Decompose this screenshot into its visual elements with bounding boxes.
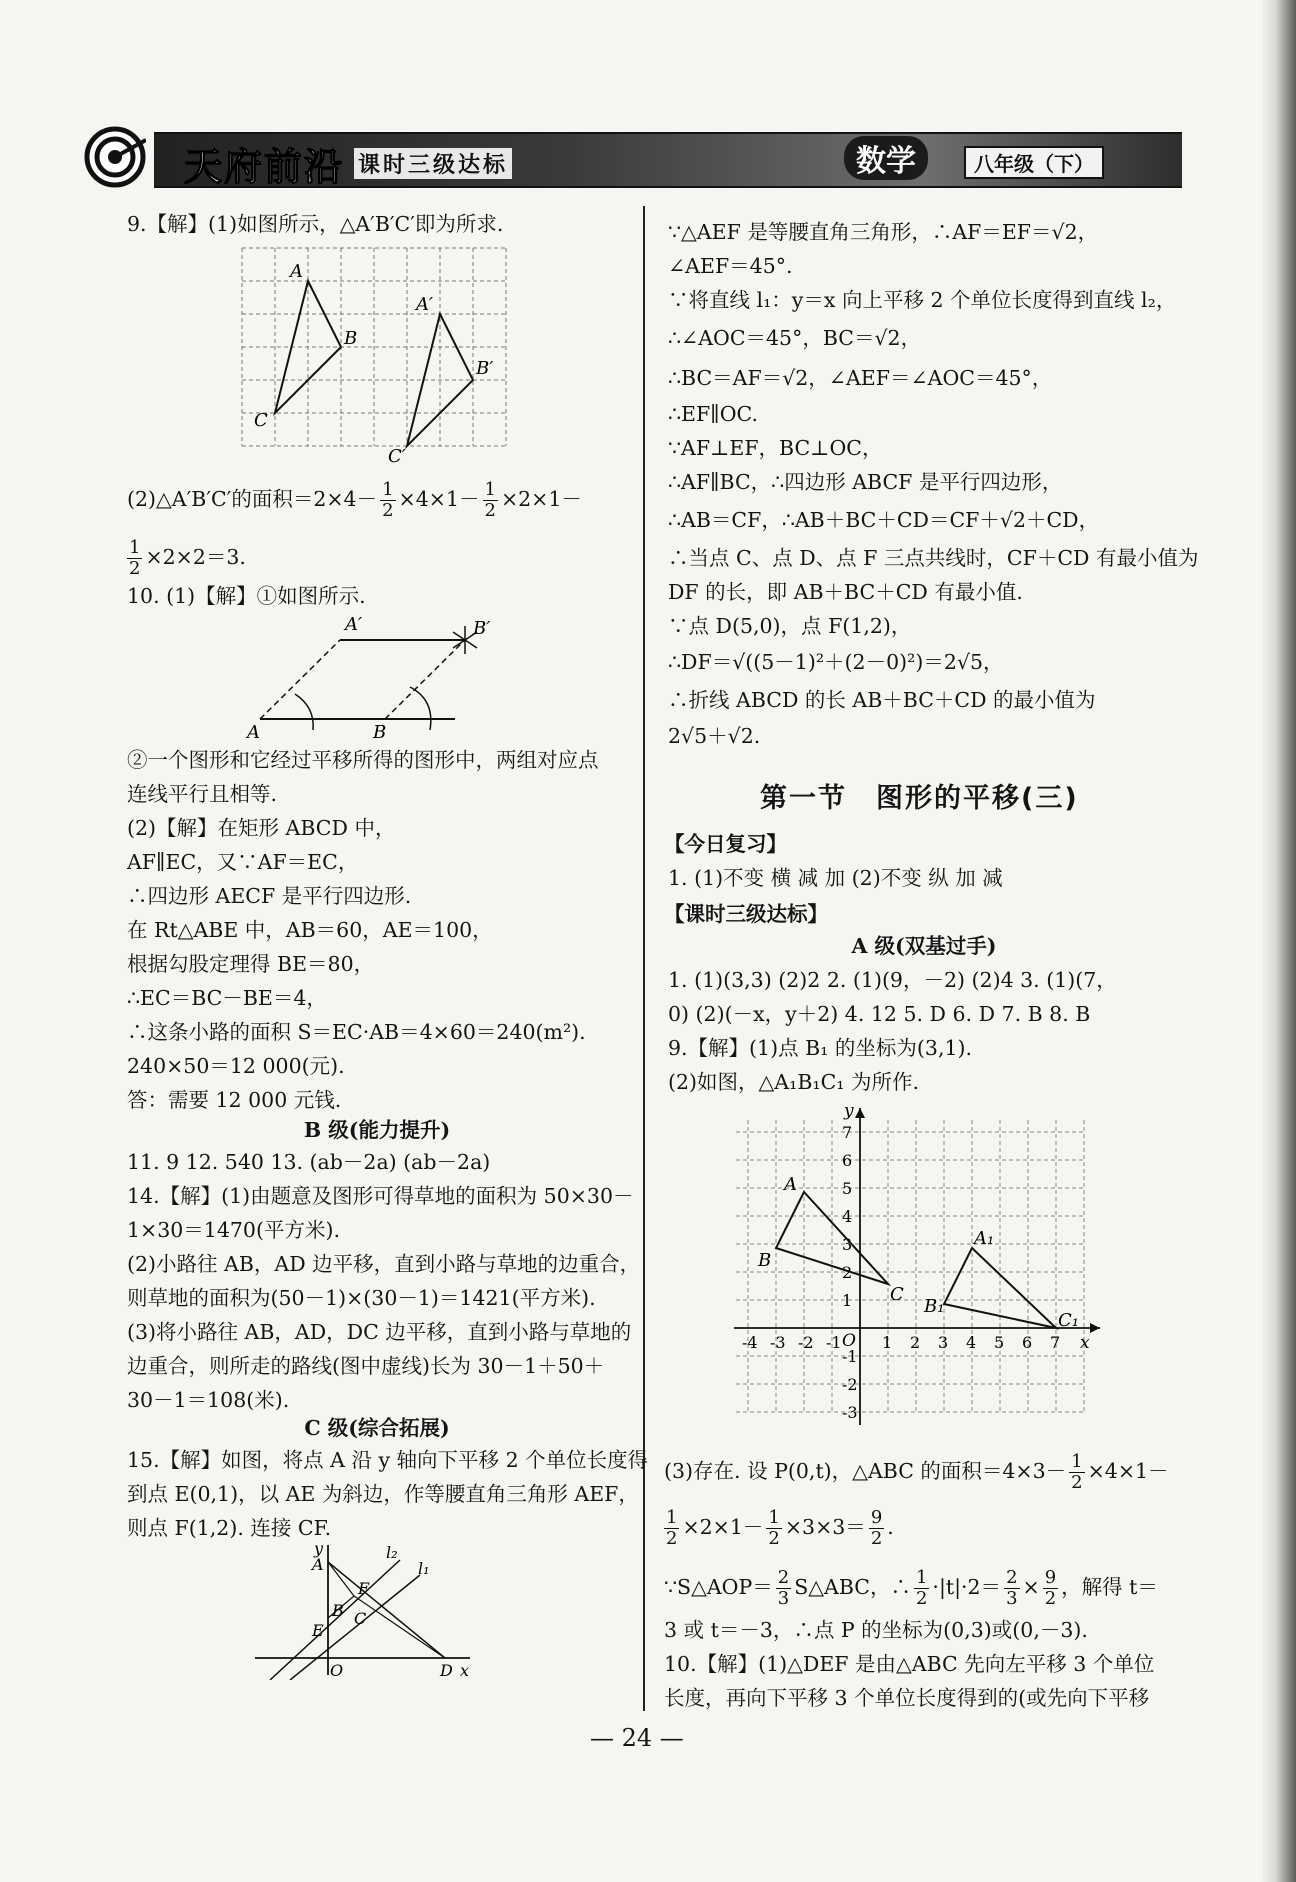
ratio-part-2: S△ABC，∴ bbox=[794, 1575, 911, 1599]
fig10-label-B: B bbox=[373, 722, 387, 742]
ratio-part-4: × bbox=[1022, 1575, 1040, 1599]
x-tick-label: -3 bbox=[770, 1333, 786, 1352]
y-tick-label: 2 bbox=[842, 1263, 853, 1282]
right-line-21 bbox=[664, 1452, 1169, 1493]
right-line-2: ∠AEF＝45°. bbox=[668, 254, 793, 278]
fraction-denominator: 2 bbox=[915, 1588, 928, 1609]
fraction-denominator: 2 bbox=[1044, 1588, 1057, 1609]
left-line-4: 10. (1)【解】①如图所示. bbox=[127, 584, 366, 608]
right-line-14: ∴折线 ABCD 的长 AB＋BC＋CD 的最小值为 bbox=[668, 688, 1096, 712]
fraction-numerator: 9 bbox=[1044, 1567, 1057, 1588]
left-line-25: 到点 E(0,1)，以 AE 为斜边，作等腰直角三角形 AEF， bbox=[127, 1482, 639, 1506]
x-tick-label: 1 bbox=[882, 1333, 893, 1352]
right-line-20: (2)如图，△A₁B₁C₁ 为所作. bbox=[668, 1070, 920, 1094]
x-tick-label: 6 bbox=[1022, 1333, 1033, 1352]
fraction-numerator: 1 bbox=[915, 1567, 928, 1588]
scan-page-edge bbox=[1262, 0, 1296, 1882]
left-line-5: ②一个图形和它经过平移所得的图形中，两组对应点 bbox=[127, 748, 599, 772]
right-line-10: ∴当点 C、点 D、点 F 三点共线时，CF＋CD 有最小值为 bbox=[668, 546, 1199, 570]
fig15-label-x: x bbox=[460, 1661, 470, 1680]
fig10-label-A-prime: A′ bbox=[345, 614, 363, 635]
right-line-7: ∵AF⊥EF，BC⊥OC， bbox=[668, 436, 883, 460]
left-line-8: AF∥EC，又∵AF＝EC， bbox=[127, 850, 359, 874]
x-tick-label: -1 bbox=[826, 1333, 842, 1352]
fig9-label-B: B bbox=[344, 328, 358, 349]
figure-10-parallelogram bbox=[245, 612, 495, 742]
fraction-nine-halves bbox=[869, 1508, 884, 1549]
page-header bbox=[84, 126, 1182, 190]
fraction-denominator: 2 bbox=[666, 1528, 678, 1549]
axis-label-y: y bbox=[844, 1101, 854, 1121]
fraction-denominator: 2 bbox=[484, 500, 496, 521]
fraction-denominator: 2 bbox=[768, 1528, 780, 1549]
fraction-one-half bbox=[1069, 1452, 1084, 1493]
fig9-label-A-prime: A′ bbox=[416, 294, 434, 315]
series-title: 课时三级达标 bbox=[354, 148, 512, 179]
grade-badge: 八年级（下） bbox=[964, 146, 1104, 179]
level-a-heading: A 级(双基过手) bbox=[851, 934, 997, 958]
left-line-2 bbox=[127, 480, 582, 521]
left-line-17: 14.【解】(1)由题意及图形可得草地的面积为 50×30－ bbox=[127, 1184, 634, 1208]
ratio-part-3: ·|t|·2＝ bbox=[932, 1575, 1002, 1599]
left-line-19: (2)小路往 AB，AD 边平移，直到小路与草地的边重合， bbox=[127, 1252, 641, 1276]
area-expr-part-1: (2)△A′B′C′的面积＝2×4－ bbox=[127, 487, 378, 511]
right-line-12: ∵点 D(5,0)，点 F(1,2)， bbox=[668, 614, 912, 638]
left-line-3 bbox=[127, 538, 246, 579]
right-line-9: ∴AB＝CF，∴AB＋BC＋CD＝CF＋√2＋CD， bbox=[668, 508, 1100, 532]
right-line-19: 9.【解】(1)点 B₁ 的坐标为(3,1). bbox=[668, 1036, 973, 1060]
grid-lines bbox=[736, 1120, 1084, 1412]
fig10-label-A: A bbox=[247, 722, 260, 742]
area-abc-part-3: ×2×1－ bbox=[682, 1515, 764, 1539]
left-line-21: (3)将小路往 AB，AD，DC 边平移，直到小路与草地的 bbox=[127, 1320, 632, 1344]
area-expr-part-2: ×4×1－ bbox=[398, 487, 480, 511]
fraction-one-half bbox=[127, 538, 142, 579]
left-line-18: 1×30＝1470(平方米). bbox=[127, 1218, 340, 1242]
y-tick-label: 5 bbox=[842, 1179, 853, 1198]
area-abc-part-2: ×4×1－ bbox=[1087, 1459, 1169, 1483]
left-line-24: 15.【解】如图，将点 A 沿 y 轴向下平移 2 个单位长度得 bbox=[127, 1448, 649, 1472]
right-line-5: ∴BC＝AF＝√2，∠AEF＝∠AOC＝45°， bbox=[668, 366, 1053, 390]
left-line-13: ∴这条小路的面积 S＝EC·AB＝4×60＝240(m²). bbox=[127, 1020, 586, 1044]
target-logo-icon bbox=[84, 126, 146, 188]
left-line-10: 在 Rt△ABE 中，AB＝60，AE＝100， bbox=[127, 918, 493, 942]
fraction-denominator: 2 bbox=[129, 558, 141, 579]
y-tick-label: 7 bbox=[842, 1123, 853, 1142]
right-line-6: ∴EF∥OC. bbox=[668, 402, 758, 426]
fraction-denominator: 3 bbox=[1006, 1588, 1018, 1609]
fig9r-label-B: B bbox=[758, 1250, 772, 1271]
fraction-one-half bbox=[766, 1508, 781, 1549]
fig15-label-B: B bbox=[332, 1601, 344, 1620]
x-tick-label: 2 bbox=[910, 1333, 921, 1352]
fig9-label-C-prime: C′ bbox=[388, 446, 406, 464]
right-line-11: DF 的长，即 AB＋BC＋CD 有最小值. bbox=[668, 580, 1023, 604]
right-line-1: ∵△AEF 是等腰直角三角形，∴AF＝EF＝√2， bbox=[668, 220, 1099, 244]
right-line-16: 1. (1)不变 横 减 加 (2)不变 纵 加 减 bbox=[668, 866, 1003, 890]
axis-origin: O bbox=[842, 1331, 856, 1351]
fig15-label-l1: l₁ bbox=[418, 1559, 430, 1578]
y-tick-label: -2 bbox=[842, 1375, 858, 1394]
fraction-nine-halves bbox=[1043, 1568, 1058, 1609]
figure-15-coordinate-lines bbox=[250, 1540, 480, 1680]
x-tick-label: 3 bbox=[938, 1333, 949, 1352]
left-line-12: ∴EC＝BC－BE＝4， bbox=[127, 986, 327, 1010]
fraction-numerator: 2 bbox=[1006, 1567, 1018, 1588]
fraction-numerator: 1 bbox=[666, 1507, 678, 1528]
right-line-3: ∵将直线 l₁：y＝x 向上平移 2 个单位长度得到直线 l₂， bbox=[668, 288, 1177, 312]
fraction-one-half bbox=[483, 480, 498, 521]
fig9r-label-B1: B₁ bbox=[924, 1296, 945, 1317]
fig15-label-O: O bbox=[330, 1661, 344, 1680]
right-line-22 bbox=[664, 1508, 894, 1549]
right-line-15: 2√5＋√2. bbox=[668, 724, 761, 748]
y-tick-label: 3 bbox=[842, 1235, 853, 1254]
fig9r-label-A: A bbox=[784, 1174, 797, 1195]
x-tick-label: -2 bbox=[798, 1333, 814, 1352]
left-line-23: 30－1＝108(米). bbox=[127, 1388, 290, 1412]
fraction-denominator: 2 bbox=[1071, 1472, 1083, 1493]
fig9-label-B-prime: B′ bbox=[476, 358, 494, 379]
fig15-label-l2: l₂ bbox=[386, 1543, 398, 1562]
right-line-4: ∴∠AOC＝45°，BC＝√2， bbox=[668, 326, 922, 350]
column-divider bbox=[643, 206, 645, 1711]
fraction-one-half bbox=[914, 1568, 929, 1609]
fig9-label-C: C bbox=[254, 410, 268, 431]
ratio-part-1: ∵S△AOP＝ bbox=[664, 1575, 773, 1599]
fig15-label-y: y bbox=[314, 1540, 324, 1558]
area-expr-part-4: ×2×2＝3. bbox=[145, 545, 246, 569]
area-abc-part-5: . bbox=[887, 1515, 894, 1539]
page-number: — 24 — bbox=[590, 1724, 684, 1752]
left-line-22: 边重合，则所走的路线(图中虚线)长为 30－1＋50＋ bbox=[127, 1354, 605, 1378]
brand-title: 天府前沿 bbox=[184, 145, 345, 189]
left-line-7: (2)【解】在矩形 ABCD 中， bbox=[127, 816, 396, 840]
right-line-18: 0) (2)(－x，y＋2) 4. 12 5. D 6. D 7. B 8. B bbox=[668, 1002, 1091, 1026]
fig15-label-A: A bbox=[312, 1555, 324, 1574]
fraction-numerator: 9 bbox=[870, 1507, 883, 1528]
left-line-9: ∴四边形 AECF 是平行四边形. bbox=[127, 884, 412, 908]
right-line-25: 10.【解】(1)△DEF 是由△ABC 先向左平移 3 个单位 bbox=[664, 1652, 1155, 1676]
left-line-1: 9.【解】(1)如图所示，△A′B′C′即为所求. bbox=[127, 212, 504, 236]
left-line-6: 连线平行且相等. bbox=[127, 782, 278, 806]
x-tick-label: 5 bbox=[994, 1333, 1005, 1352]
area-expr-part-3: ×2×1－ bbox=[500, 487, 582, 511]
fraction-one-half bbox=[380, 480, 395, 521]
fig15-label-C: C bbox=[354, 1609, 367, 1628]
level-b-heading: B 级(能力提升) bbox=[303, 1118, 451, 1142]
fraction-one-half bbox=[664, 1508, 679, 1549]
y-tick-label: 1 bbox=[842, 1291, 853, 1310]
y-tick-label: 4 bbox=[842, 1207, 853, 1226]
fig15-label-D: D bbox=[440, 1661, 453, 1680]
right-line-24: 3 或 t＝－3，∴点 P 的坐标为(0,3)或(0,－3). bbox=[664, 1618, 1088, 1642]
fig9r-label-A1: A₁ bbox=[974, 1228, 995, 1249]
area-abc-part-1: (3)存在. 设 P(0,t)，△ABC 的面积＝4×3－ bbox=[664, 1459, 1067, 1483]
left-line-16: 11. 9 12. 540 13. (ab－2a) (ab－2a) bbox=[127, 1150, 491, 1174]
left-line-26: 则点 F(1,2). 连接 CF. bbox=[127, 1516, 332, 1540]
practice-heading: 【课时三级达标】 bbox=[664, 902, 828, 926]
today-review-heading: 【今日复习】 bbox=[664, 832, 787, 856]
y-tick-label: -3 bbox=[842, 1403, 858, 1422]
level-c-heading: C 级(综合拓展) bbox=[304, 1416, 450, 1440]
fig15-label-E: E bbox=[312, 1621, 324, 1640]
fraction-numerator: 1 bbox=[382, 479, 394, 500]
axis-label-x: x bbox=[1080, 1333, 1090, 1353]
left-line-20: 则草地的面积为(50－1)×(30－1)＝1421(平方米). bbox=[127, 1286, 596, 1310]
fraction-numerator: 1 bbox=[1071, 1451, 1083, 1472]
left-line-14: 240×50＝12 000(元). bbox=[127, 1054, 345, 1078]
fraction-two-thirds bbox=[1004, 1568, 1019, 1609]
figure-9r-coordinate-grid bbox=[728, 1100, 1108, 1440]
fraction-denominator: 2 bbox=[382, 500, 394, 521]
area-abc-part-4: ×3×3＝ bbox=[784, 1515, 866, 1539]
left-line-15: 答：需要 12 000 元钱. bbox=[127, 1088, 342, 1112]
fraction-numerator: 1 bbox=[484, 479, 496, 500]
fig9r-label-C: C bbox=[890, 1284, 904, 1305]
fraction-numerator: 1 bbox=[768, 1507, 780, 1528]
right-line-8: ∴AF∥BC，∴四边形 ABCF 是平行四边形， bbox=[668, 470, 1063, 494]
y-tick-label: 6 bbox=[842, 1151, 853, 1170]
ratio-part-5: ，解得 t＝ bbox=[1061, 1575, 1158, 1599]
x-tick-label: 7 bbox=[1050, 1333, 1061, 1352]
right-line-17: 1. (1)(3,3) (2)2 2. (1)(9，－2) (2)4 3. (1)(7， bbox=[668, 968, 1117, 992]
fig9r-label-C1: C₁ bbox=[1058, 1310, 1079, 1331]
section-title: 第一节 图形的平移(三) bbox=[760, 783, 1079, 814]
fraction-two-thirds bbox=[776, 1568, 791, 1609]
right-line-23 bbox=[664, 1568, 1158, 1609]
y-tick-label: -1 bbox=[842, 1347, 858, 1366]
fig10-label-B-prime: B′ bbox=[473, 618, 491, 639]
fraction-denominator: 2 bbox=[870, 1528, 883, 1549]
right-line-26: 长度，再向下平移 3 个单位长度得到的(或先向下平移 bbox=[664, 1686, 1150, 1710]
subject-badge: 数学 bbox=[844, 136, 928, 180]
figure-9-grid-translation bbox=[238, 244, 508, 464]
fig9-label-A: A bbox=[290, 261, 303, 282]
x-tick-label: -4 bbox=[742, 1333, 758, 1352]
fraction-numerator: 1 bbox=[129, 537, 141, 558]
right-line-13: ∴DF＝√((5－1)²＋(2－0)²)＝2√5， bbox=[668, 650, 1004, 674]
fig15-label-F: F bbox=[358, 1579, 370, 1598]
left-line-11: 根据勾股定理得 BE＝80， bbox=[127, 952, 375, 976]
fraction-numerator: 2 bbox=[777, 1567, 790, 1588]
fraction-denominator: 3 bbox=[777, 1588, 790, 1609]
x-tick-label: 4 bbox=[966, 1333, 977, 1352]
